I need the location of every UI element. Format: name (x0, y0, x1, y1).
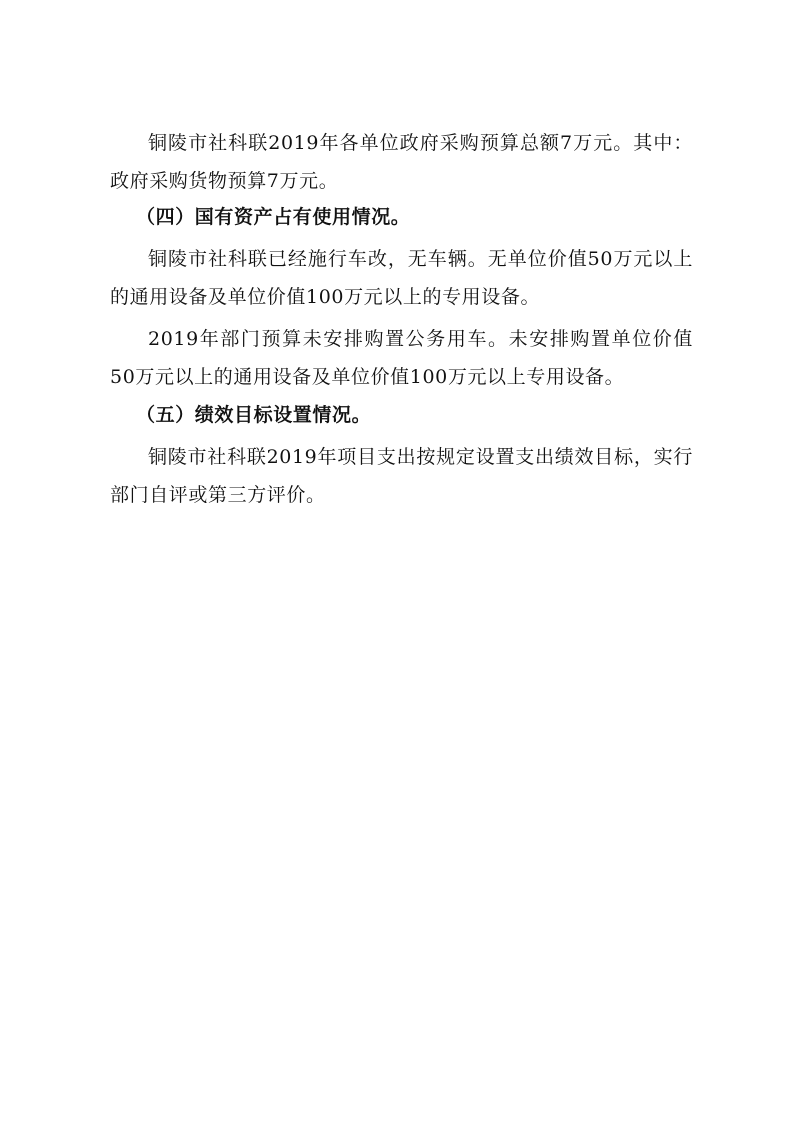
paragraph-performance-evaluation: 铜陵市社科联2019年项目支出按规定设置支出绩效目标，实行部门自评或第三方评价。 (110, 446, 693, 506)
paragraph-vehicle-reform: 铜陵市社科联已经施行车改，无车辆。无单位价值50万元以上的通用设备及单位价值100万元以上的专用设备。 (110, 248, 693, 308)
section-heading-state-assets: （四）国有资产占有使用情况。 (136, 206, 411, 228)
paragraph-vehicle-budget: 2019年部门预算未安排购置公务用车。未安排购置单位价值50万元以上的通用设备及单位价值100万元以上专用设备。 (110, 328, 693, 388)
paragraph-procurement-budget: 铜陵市社科联2019年各单位政府采购预算总额7万元。其中：政府采购货物预算7万元。 (110, 132, 693, 192)
section-heading-performance-goals: （五）绩效目标设置情况。 (136, 404, 372, 426)
